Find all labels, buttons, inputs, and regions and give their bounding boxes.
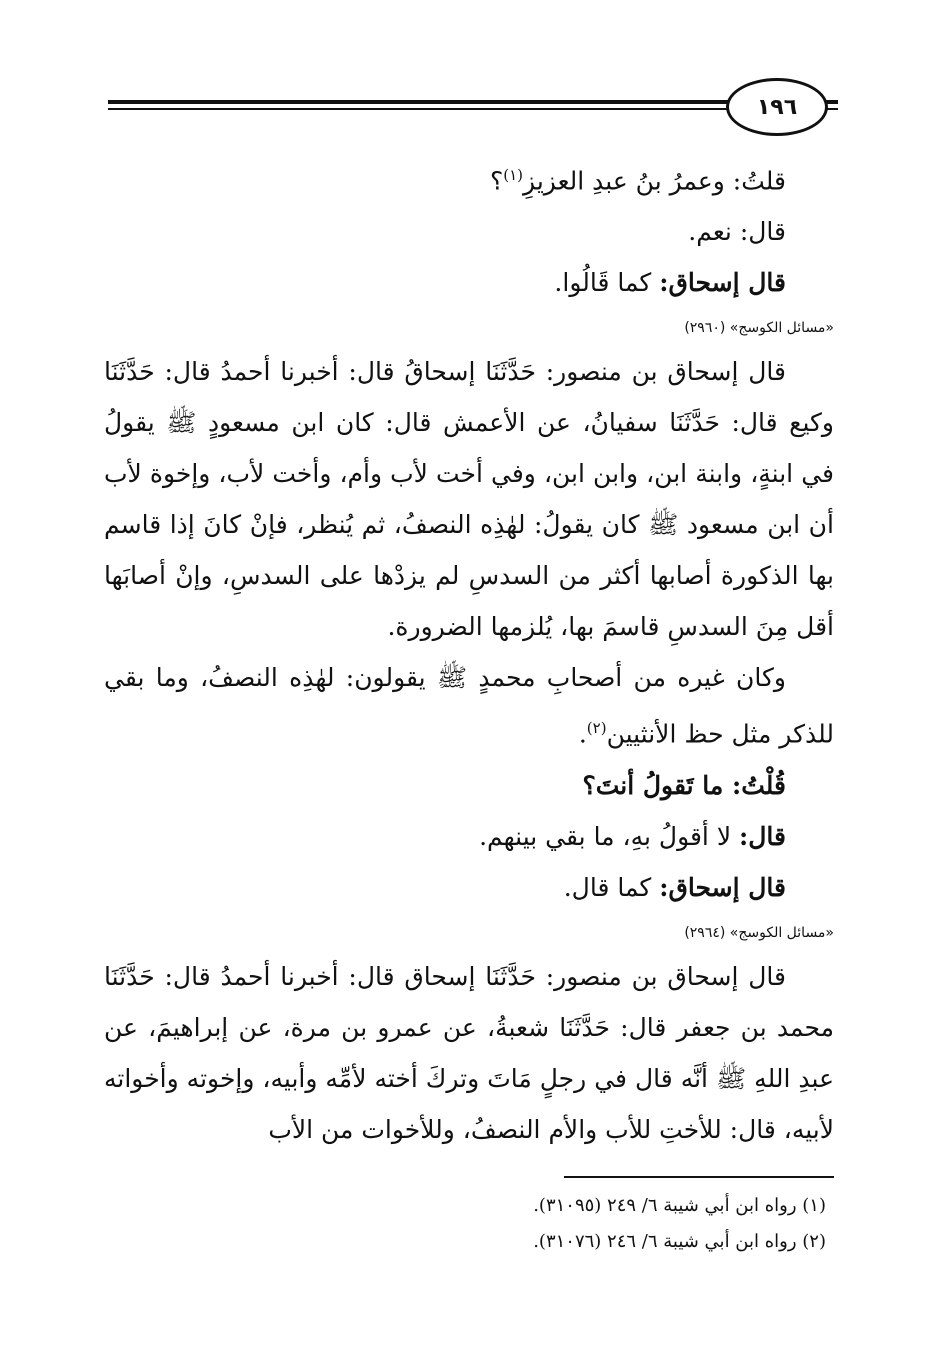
page-header [108,78,838,138]
paragraph [104,652,834,759]
dialog-line [104,862,786,913]
speaker-label: قال إسحاق: [659,268,786,298]
header-rule-tail-thick [826,100,838,104]
dialog-line [104,257,786,308]
footnote-separator [564,1176,834,1178]
source-citation: «مسائل الكوسج» (٢٩٦٤) [684,924,834,941]
source-citation: «مسائل الكوسج» (٢٩٦٠) [684,320,834,337]
speaker-label: قال إسحاق: [659,872,786,902]
footnote-item: (٢) رواه ابن أبي شيبة ٦/ ٢٤٦ (٣١٠٧٦). [533,1231,826,1252]
dialog-text: قلتُ: وعمرُ بنُ عبدِ العزيزِ [523,166,786,196]
dialog-line [104,150,786,206]
header-rule-thin [108,108,728,110]
header-rule-thick [108,100,728,104]
speaker-label: قال: [739,821,786,851]
dialog-line: قال: نعم. [688,217,786,247]
footnotes [104,1176,834,1260]
footnote-item: (١) رواه ابن أبي شيبة ٦/ ٢٤٩ (٣١٠٩٥). [533,1195,826,1216]
dialog-line [104,811,786,862]
dialog-text: كما قال. [563,872,660,902]
paragraph: قال إسحاق بن منصور: حَدَّثَنَا إسحاق قال: أخبرنا أحمدُ قال: حَدَّثَنَا محمد بن جعفر قال: حَدَّثَنَا شعبةُ، عن عمرو بن مرة، عن إبراهيمَ، عن عبدِ اللهِ ﷺ أنَّه قال في رجلٍ مَاتَ وتركَ أخته لأمِّه وأبيه، وإخوته وأخواته لأبيه، قال: للأختِ للأب والأم النصفُ، وللأخوات من الأب [104,961,834,1144]
footnote-ref[interactable]: (١) [503,166,524,184]
paragraph: قال إسحاق بن منصور: حَدَّثَنَا إسحاقُ قال: أخبرنا أحمدُ قال: حَدَّثَنَا وكيع قال: حَدَّثَنَا سفيانُ، عن الأعمش قال: كان ابن مسعودٍ ﷺ يقولُ في ابنةٍ، وابنة ابن، وابن ابن، وفي أخت لأب وأم، وأخت لأب، وإخوة لأب أن ابن مسعود ﷺ كان يقولُ: لهٰذِه النصفُ، ثم يُنظر، فإنْ كانَ إذا قاسم بها الذكورة أصابها أكثر من السدسِ لم يزدْها على السدسِ، وإنْ أصابَها أقل مِنَ السدسِ قاسمَ بها، يُلزمها الضرورة. [104,357,834,642]
punctuation: . [578,719,587,749]
dialog-line: قُلْتُ: ما تَقولُ أنتَ؟ [582,770,786,800]
dialog-text: لا أقولُ بهِ، ما بقي بينهم. [479,821,740,851]
paragraph-text: وكان غيره من أصحابِ محمدٍ ﷺ يقولون: لهٰذِه النصفُ، وما بقي للذكر مثل حظ الأنثيين [104,663,834,749]
dialog-text: كما قَالُوا. [554,268,660,298]
punctuation: ؟ [489,166,504,196]
page-number: ١٩٦ [726,78,828,136]
page-body [104,150,834,1155]
footnote-ref[interactable]: (٢) [586,719,607,738]
